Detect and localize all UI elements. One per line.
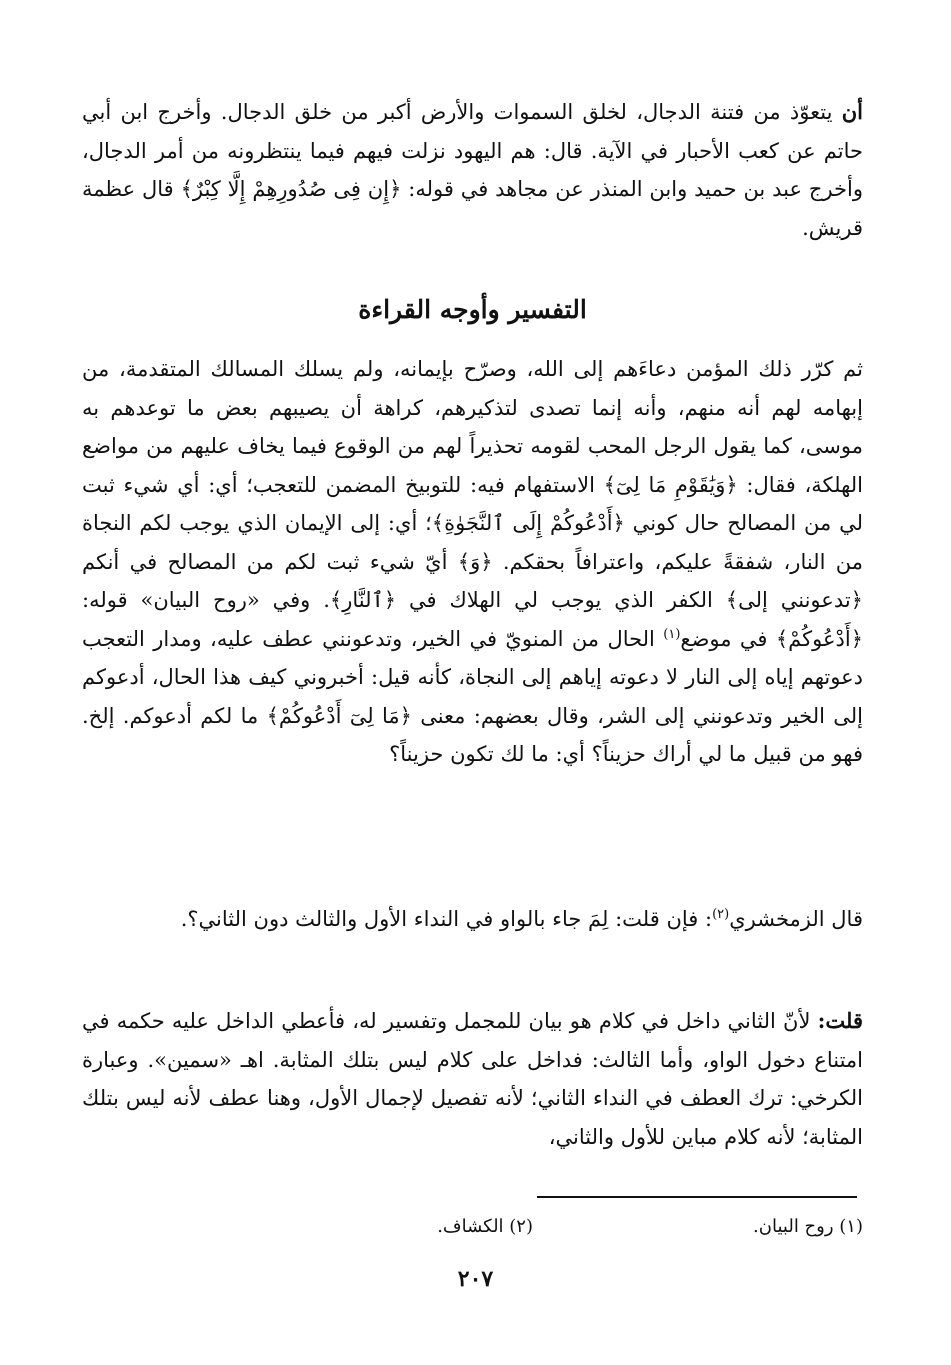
footnote-divider bbox=[537, 1196, 857, 1198]
footnote-ref-2: (٢) bbox=[712, 907, 730, 922]
footnotes bbox=[82, 1212, 863, 1242]
answer-paragraph bbox=[82, 1002, 863, 1156]
intro-text: يتعوّذ من فتنة الدجال، لخلق السموات والأرض أكبر من خلق الدجال. وأخرج ابن أبي حاتم عن كعب الأحبار في الآية. قال: هم اليهود نزلت فيهم فيما ينتظرونه من أمر الدجال، وأخرج عبد بن حميد وابن المنذر عن مجاهد في قوله: ﴿إِن فِى صُدُورِهِمْ إِلَّا كِبْرٌ﴾ قال عظمة قريش. bbox=[82, 100, 863, 240]
tafsir-text-part2: الحال من المنويّ في الخير، وتدعونني عطف عليه، ومدار التعجب دعوتهم إياه إلى النار لا دعوته إياهم إلى النجاة، كأنه قيل: أخبروني كيف هذا الحال، أدعوكم إلى الخير وتدعونني إلى الشر، وقال بعضهم: معنى ﴿مَا لِىٓ أَدْعُوكُمْ﴾ ما لكم أدعوكم. إلخ. فهو من قبيل ما لي أراك حزيناً؟ أي: ما لك تكون حزيناً؟ bbox=[82, 626, 863, 766]
answer-text: لأنّ الثاني داخل في كلام هو بيان للمجمل وتفسير له، فأعطي الداخل عليه حكمه في امتناع دخول الواو، وأما الثالث: فداخل على كلام ليس بتلك المثابة. اهـ «سمين». وعبارة الكرخي: ترك العطف في النداء الثاني؛ لأنه تفصيل لإجمال الأول، وهنا عطف لأنه ليس بتلك المثابة؛ لأنه كلام مباين للأول والثاني، bbox=[82, 1009, 863, 1149]
footnote-ref-1: (١) bbox=[663, 626, 681, 642]
intro-paragraph bbox=[82, 93, 863, 247]
answer-bold-start: قلت: bbox=[817, 1008, 863, 1033]
zamakhshari-text: : فإن قلت: لِمَ جاء بالواو في النداء الأول والثالث دون الثاني؟. bbox=[180, 907, 713, 931]
footnote-1: (١) روح البيان. bbox=[753, 1216, 863, 1237]
tafsir-text-part1: ثم كرّر ذلك المؤمن دعاءَهم إلى الله، وصرّح بإيمانه، ولم يسلك المسالك المتقدمة، من إبهامه لهم أنه منهم، وأنه إنما تصدى لتذكيرهم، كراهة أن يصيبهم بعض ما توعدهم به موسى، كما يقول الرجل المحب لقومه تحذيراً لهم من الوقوع فيما يخاف عليهم من مواضع الهلكة، فقال: ﴿وَيَٰقَوْمِ مَا لِىٓ﴾ الاستفهام فيه: للتوبيخ المضمن للتعجب؛ أي: أي شيء ثبت لي من المصالح حال كوني ﴿أَدْعُوكُمْ إِلَى ٱلنَّجَوٰةِ﴾؛ أي: إلى الإيمان الذي يوجب لكم النجاة من النار، شفقةً عليكم، واعترافاً بحقكم. ﴿وَ﴾ أيّ شيء ثبت لكم من المصالح في أنكم ﴿تدعونني إلى﴾ الكفر الذي يوجب لي الهلاك في ﴿ٱلنَّارِ﴾. وفي «روح البيان» قوله: ﴿أَدْعُوكُمْ﴾ في موضع bbox=[82, 357, 863, 651]
zamakhshari-lead: قال الزمخشري bbox=[729, 907, 863, 931]
zamakhshari-paragraph bbox=[82, 900, 863, 939]
tafsir-paragraph bbox=[82, 350, 863, 774]
intro-bold-start: أن bbox=[841, 99, 863, 124]
section-heading: التفسير وأوجه القراءة bbox=[358, 295, 587, 324]
footnote-2: (٢) الكشاف. bbox=[437, 1216, 533, 1237]
page-number: ٢٠٧ bbox=[457, 1266, 494, 1292]
